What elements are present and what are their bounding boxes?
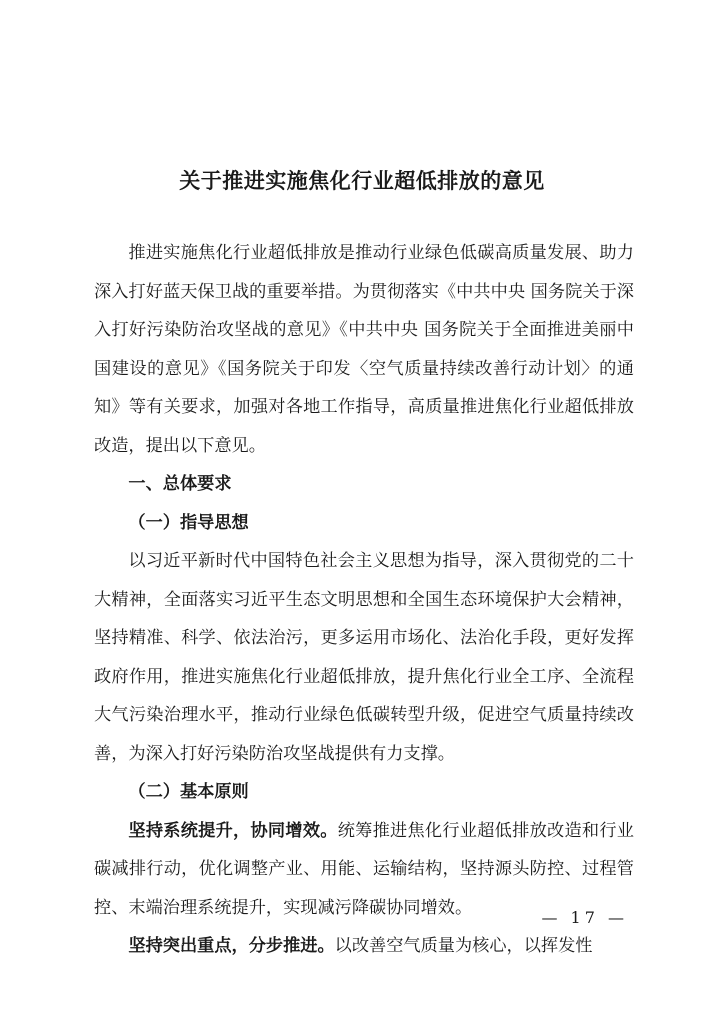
subsection-heading-basic-principles: （二）基本原则 (128, 782, 249, 802)
principle-paragraph-2 (94, 927, 634, 966)
intro-paragraph: 推进实施焦化行业超低排放是推动行业绿色低碳高质量发展、助力深入打好蓝天保卫战的重要举措。为贯彻落实《中共中央 国务院关于深入打好污染防治攻坚战的意见》《中共中央 国务院关于全面推进美丽中国建设的意见》《国务院关于印发〈空气质量持续改善行动计划〉的通知》等有关要求，加强对各地工作指导，高质量推进焦化行业超低排放改造，提出以下意见。 (94, 243, 634, 456)
principle-1-text: 统筹推进焦化行业超低排放改造和行业碳减排行动，优化调整产业、用能、运输结构，坚持源头防控、过程管控、末端治理系统提升，实现减污降碳协同增效。 (94, 820, 634, 918)
guiding-ideology-paragraph: 以习近平新时代中国特色社会主义思想为指导，深入贯彻党的二十大精神，全面落实习近平生态文明思想和全国生态环境保护大会精神，坚持精准、科学、依法治污，更多运用市场化、法治化手段，更好发挥政府作用，推进实施焦化行业超低排放，提升焦化行业全工序、全流程大气污染治理水平，推动行业绿色低碳转型升级，促进空气质量持续改善，为深入打好污染防治攻坚战提供有力支撑。 (94, 551, 634, 764)
document-title: 关于推进实施焦化行业超低排放的意见 (179, 169, 545, 193)
principle-2-text: 以改善空气质量为核心，以挥发性 (334, 936, 593, 956)
section-heading-general-requirements: 一、总体要求 (128, 474, 232, 494)
document-body (94, 234, 634, 966)
page-number: — 17 — (541, 908, 628, 927)
principle-1-lead: 坚持系统提升，协同增效。 (128, 820, 338, 841)
subsection-heading-guiding-ideology: （一）指导思想 (128, 512, 249, 533)
principle-2-lead: 坚持突出重点，分步推进。 (128, 936, 335, 956)
